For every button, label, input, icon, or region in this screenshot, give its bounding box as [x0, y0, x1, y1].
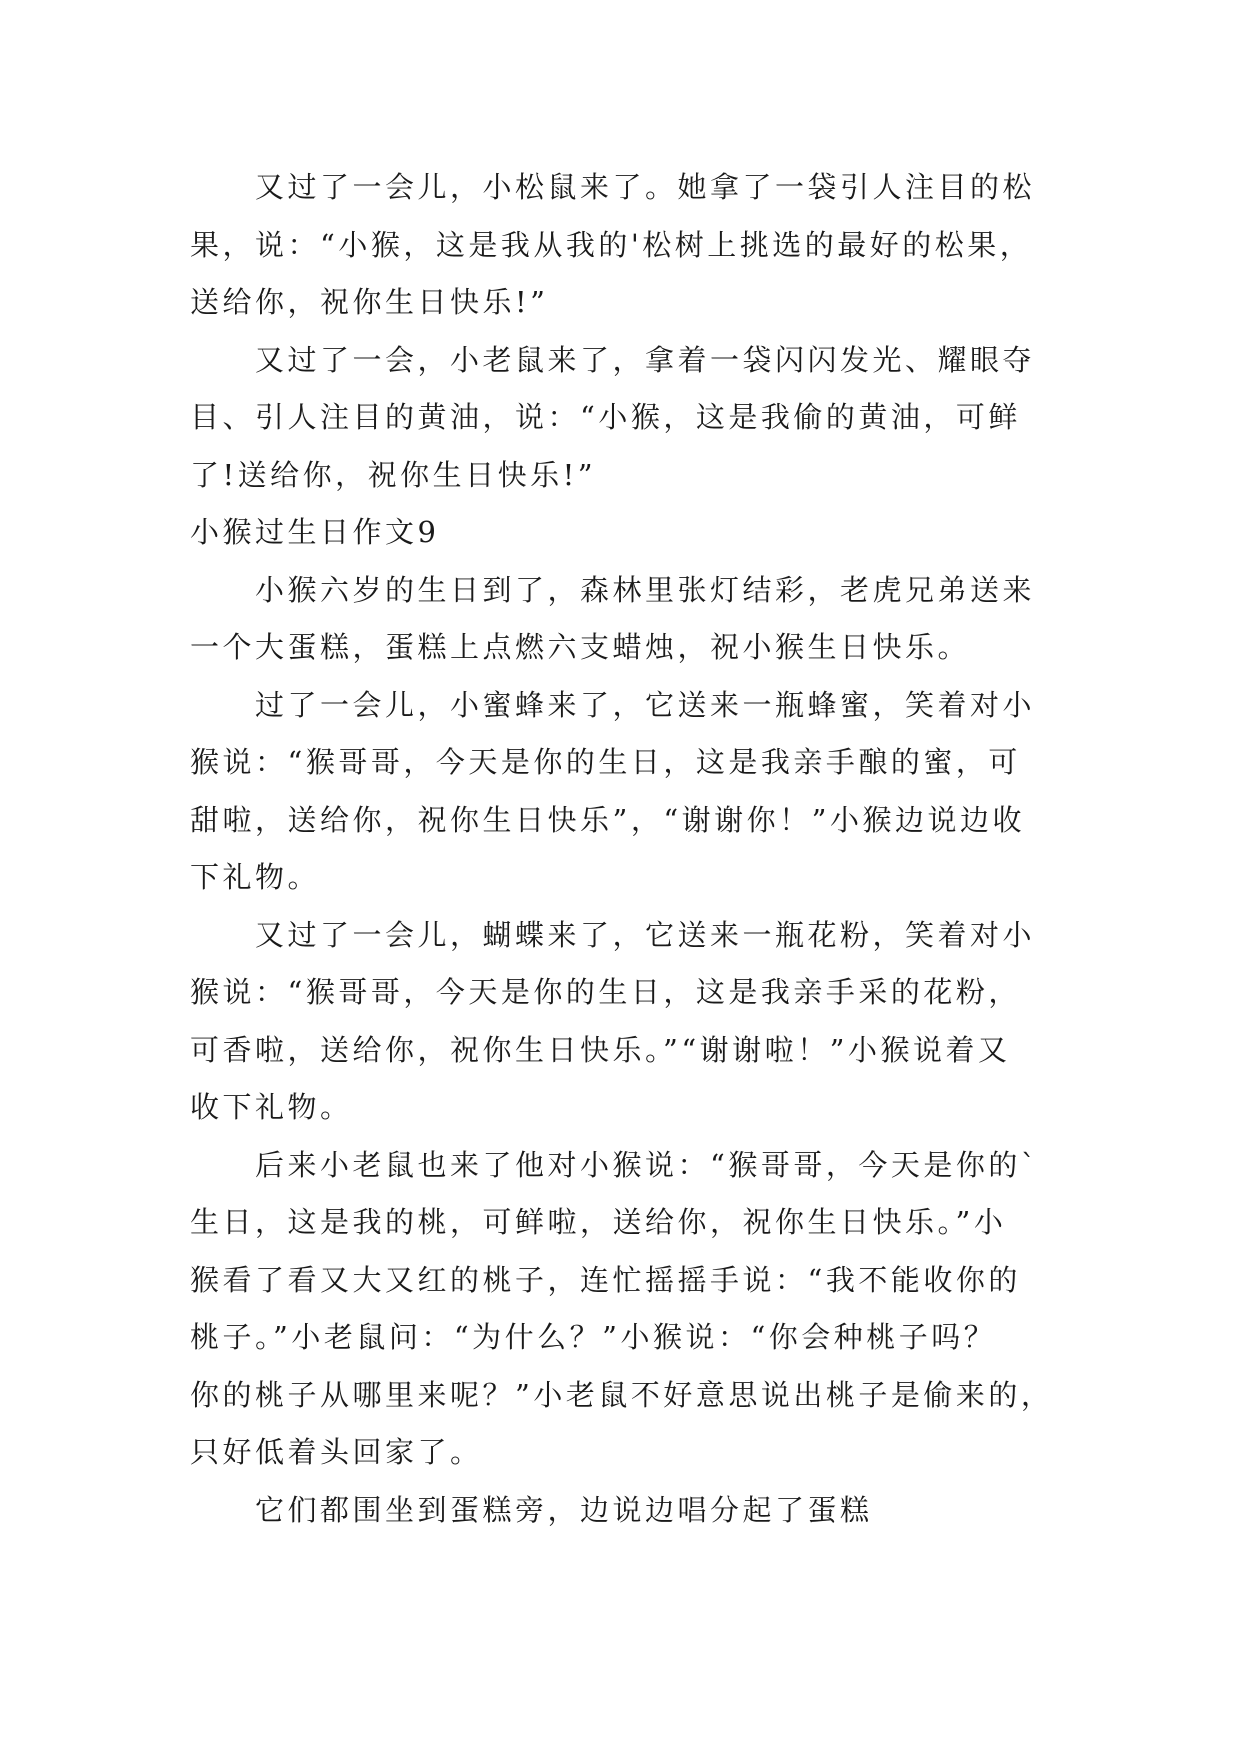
paragraph-line: 目、引人注目的黄油，说：“小猴，这是我偷的黄油，可鲜	[190, 400, 1021, 434]
paragraph-line: 后来小老鼠也来了他对小猴说：“猴哥哥，今天是你的`	[255, 1148, 1039, 1182]
paragraph-line: 过了一会儿，小蜜蜂来了，它送来一瓶蜂蜜，笑着对小	[255, 688, 1036, 722]
paragraph-line: 收下礼物。	[190, 1090, 353, 1124]
section-heading: 小猴过生日作文9	[190, 515, 440, 549]
paragraph-line: 下礼物。	[190, 860, 321, 894]
paragraph-line: 你的桃子从哪里来呢？”小老鼠不好意思说出桃子是偷来的，	[190, 1378, 1054, 1412]
paragraph-line: 送给你，祝你生日快乐!”	[190, 285, 549, 319]
paragraph-line: 了!送给你，祝你生日快乐!”	[190, 458, 597, 492]
paragraph-line: 猴说：“猴哥哥，今天是你的生日，这是我亲手采的花粉，	[190, 975, 1021, 1009]
paragraph-line: 又过了一会儿，蝴蝶来了，它送来一瓶花粉，笑着对小	[255, 918, 1036, 952]
paragraph-line: 桃子。”小老鼠问：“为什么？”小猴说：“你会种桃子吗？	[190, 1320, 997, 1354]
paragraph-line: 果，说：“小猴，这是我从我的'松树上挑选的最好的松果，	[190, 228, 1033, 262]
paragraph-line: 生日，这是我的桃，可鲜啦，送给你，祝你生日快乐。”小	[190, 1205, 1007, 1239]
paragraph-line: 猴看了看又大又红的桃子，连忙摇摇手说：“我不能收你的	[190, 1263, 1021, 1297]
paragraph-line: 一个大蛋糕，蛋糕上点燃六支蜡烛，祝小猴生日快乐。	[190, 630, 971, 664]
paragraph-line: 小猴六岁的生日到了，森林里张灯结彩，老虎兄弟送来	[255, 573, 1036, 607]
paragraph-line: 又过了一会，小老鼠来了，拿着一袋闪闪发光、耀眼夺	[255, 343, 1036, 377]
paragraph-line: 它们都围坐到蛋糕旁，边说边唱分起了蛋糕	[255, 1493, 873, 1527]
paragraph-line: 可香啦，送给你，祝你生日快乐。”“谢谢啦！”小猴说着又	[190, 1033, 1011, 1067]
paragraph-line: 甜啦，送给你，祝你生日快乐”，“谢谢你！”小猴边说边收	[190, 803, 1025, 837]
paragraph-line: 只好低着头回家了。	[190, 1435, 483, 1469]
paragraph-line: 又过了一会儿，小松鼠来了。她拿了一袋引人注目的松	[255, 170, 1036, 204]
paragraph-line: 猴说：“猴哥哥，今天是你的生日，这是我亲手酿的蜜，可	[190, 745, 1021, 779]
